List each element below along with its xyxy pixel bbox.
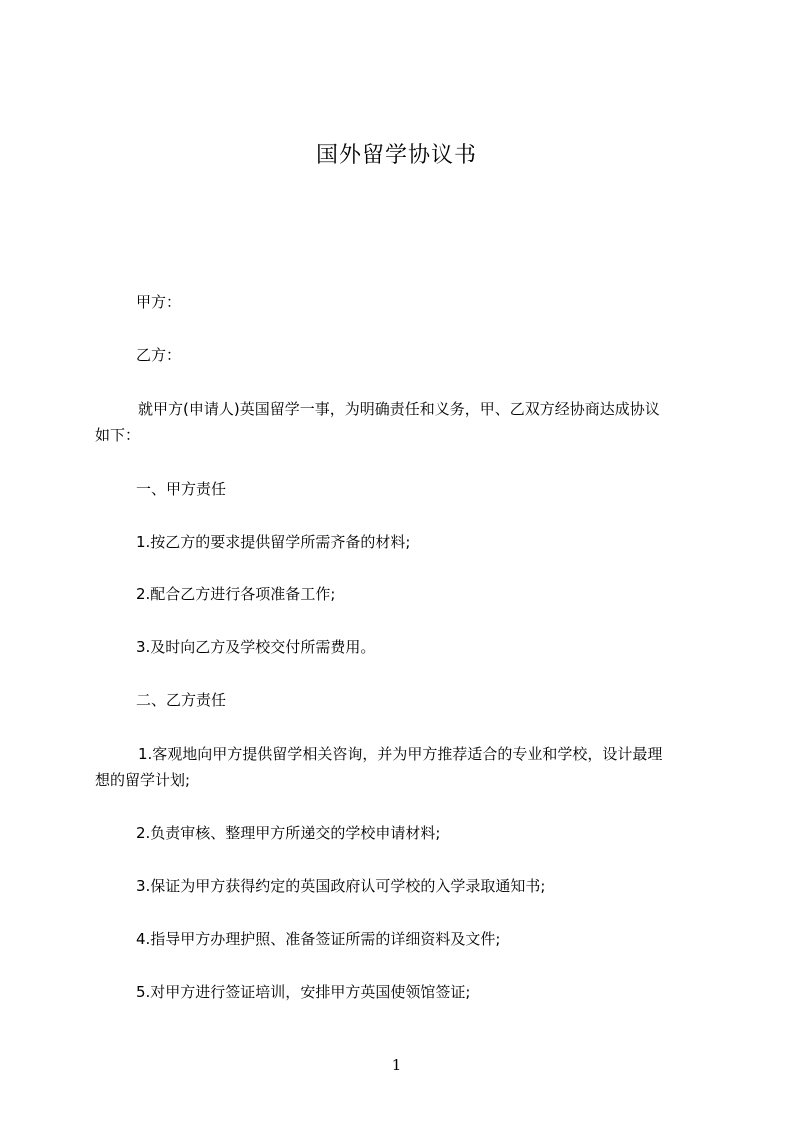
section-2-heading: 二、乙方责任 (136, 691, 227, 709)
section-2-item: 2.负责审核、整理甲方所递交的学校申请材料; (136, 824, 441, 842)
section-2-item-1-line-2: 想的留学计划; (95, 771, 191, 789)
section-1-item: 1.按乙方的要求提供留学所需齐备的材料; (136, 533, 411, 551)
intro-paragraph-line-2: 如下： (95, 426, 141, 444)
section-1-item: 2.配合乙方进行各项准备工作; (136, 585, 336, 603)
section-2-item: 4.指导甲方办理护照、准备签证所需的详细资料及文件; (136, 930, 501, 948)
party-a-label: 甲方： (136, 293, 182, 311)
section-1-heading: 一、甲方责任 (136, 480, 227, 498)
document-title: 国外留学协议书 (315, 143, 477, 168)
page-number: 1 (391, 1056, 402, 1074)
party-b-label: 乙方： (136, 346, 182, 364)
section-2-item-1-line-1: 1.客观地向甲方提供留学相关咨询，并为甲方推荐适合的专业和学校，设计最理 (138, 745, 663, 763)
section-2-item: 5.对甲方进行签证培训，安排甲方英国使领馆签证; (136, 983, 471, 1001)
section-1-item: 3.及时向乙方及学校交付所需费用。 (136, 638, 376, 656)
intro-paragraph-line-1: 就甲方(申请人)英国留学一事，为明确责任和义务，甲、乙双方经协商达成协议 (138, 400, 660, 418)
section-2-item: 3.保证为甲方获得约定的英国政府认可学校的入学录取通知书; (136, 877, 546, 895)
